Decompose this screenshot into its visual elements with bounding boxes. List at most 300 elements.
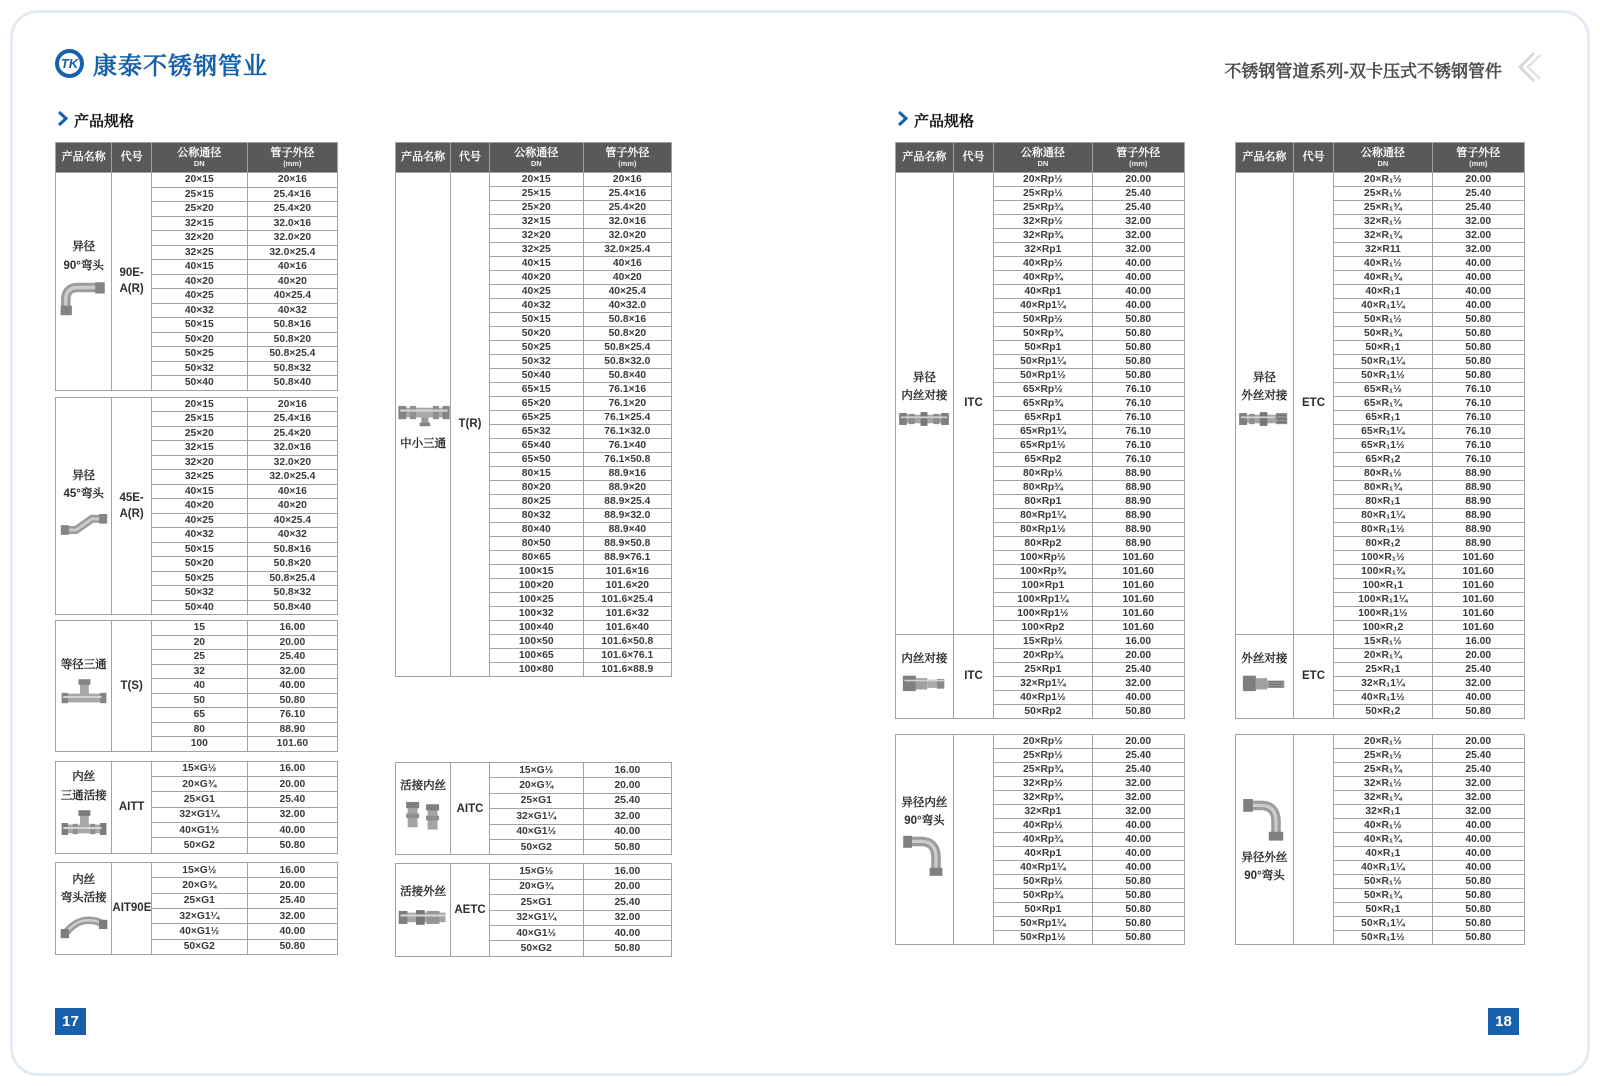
dn-cell: 25×Rp½ bbox=[994, 749, 1092, 763]
dn-cell: 20×15 bbox=[151, 397, 247, 412]
dn-cell: 32×15 bbox=[151, 441, 247, 456]
od-cell: 32.00 bbox=[583, 809, 671, 824]
dn-cell: 50×R₁¾ bbox=[1334, 889, 1432, 903]
dn-cell: 32×25 bbox=[489, 243, 583, 257]
dn-cell: 65×R₁½ bbox=[1334, 383, 1432, 397]
od-cell: 76.10 bbox=[247, 708, 337, 723]
od-cell: 50.80 bbox=[1432, 313, 1525, 327]
product-name: 活接内丝 bbox=[400, 779, 447, 792]
column-header-label: 产品名称 bbox=[61, 151, 106, 164]
dn-cell: 40×G1½ bbox=[489, 925, 583, 940]
od-cell: 20.00 bbox=[247, 635, 337, 650]
spec-column-1 bbox=[55, 142, 338, 955]
column-header-sublabel: (mm) bbox=[283, 158, 302, 168]
table-row bbox=[56, 173, 338, 188]
dn-cell: 40×32 bbox=[489, 299, 583, 313]
dn-cell: 65×R₁1 bbox=[1334, 411, 1432, 425]
dn-cell: 32×R₁½ bbox=[1334, 777, 1432, 791]
table-body bbox=[1236, 173, 1525, 719]
dn-cell: 40×15 bbox=[151, 260, 247, 275]
od-cell: 50.8×20 bbox=[583, 327, 671, 341]
union-female-photo bbox=[400, 797, 446, 833]
od-cell: 101.60 bbox=[1092, 565, 1185, 579]
dn-cell: 50×R₁1¼ bbox=[1334, 355, 1432, 369]
product-cell bbox=[896, 635, 954, 719]
dn-cell: 40×20 bbox=[489, 271, 583, 285]
table-body bbox=[56, 621, 338, 752]
od-cell: 101.6×40 bbox=[583, 621, 671, 635]
product-cell bbox=[56, 761, 112, 853]
od-cell: 32.0×20 bbox=[247, 231, 337, 246]
od-cell: 101.6×32 bbox=[583, 607, 671, 621]
dn-cell: 40×R₁1½ bbox=[1334, 691, 1432, 705]
product-cell bbox=[396, 763, 451, 855]
dn-cell: 80×R₁1½ bbox=[1334, 523, 1432, 537]
section-title-text: 产品规格 bbox=[74, 113, 135, 130]
dn-cell: 40×Rp1¼ bbox=[994, 299, 1092, 313]
spec-table-t90e bbox=[55, 142, 338, 391]
od-cell: 101.6×50.8 bbox=[583, 635, 671, 649]
reducing-tee-photo bbox=[396, 398, 452, 428]
dn-cell: 50×G2 bbox=[151, 939, 247, 954]
dn-cell: 40×Rp¾ bbox=[994, 271, 1092, 285]
table-row bbox=[396, 763, 672, 778]
column-header-label: 产品名称 bbox=[401, 151, 446, 164]
column-header-od bbox=[1432, 143, 1525, 173]
dn-cell: 40×32 bbox=[151, 528, 247, 543]
od-cell: 50.80 bbox=[583, 839, 671, 854]
brand-logo bbox=[55, 46, 268, 81]
od-cell: 40.00 bbox=[247, 679, 337, 694]
od-cell: 32.00 bbox=[1432, 677, 1525, 691]
od-cell: 50.80 bbox=[1092, 705, 1185, 719]
od-cell: 50.80 bbox=[1432, 917, 1525, 931]
od-cell: 101.60 bbox=[1092, 621, 1185, 635]
code-text: T(S) bbox=[120, 679, 143, 692]
code-text: ETC bbox=[1302, 670, 1326, 683]
dn-cell: 20×15 bbox=[489, 173, 583, 187]
od-cell: 32.00 bbox=[1432, 229, 1525, 243]
product-name: 中小三通 bbox=[400, 437, 447, 450]
table-row bbox=[896, 173, 1185, 187]
product-cell bbox=[396, 864, 451, 956]
series-title: 不锈钢管道系列-双卡压式不锈钢管件 bbox=[1224, 62, 1502, 81]
dn-cell: 15×G½ bbox=[151, 862, 247, 877]
dn-cell: 40×25 bbox=[151, 513, 247, 528]
od-cell: 20.00 bbox=[1432, 735, 1525, 749]
union-elbow-photo bbox=[58, 909, 110, 939]
code-cell bbox=[112, 397, 151, 615]
od-cell: 50.80 bbox=[247, 693, 337, 708]
od-cell: 76.10 bbox=[1092, 453, 1185, 467]
od-cell: 101.6×76.1 bbox=[583, 649, 671, 663]
column-header-dn bbox=[1334, 143, 1432, 173]
dn-cell: 50×20 bbox=[151, 557, 247, 572]
dn-cell: 65×40 bbox=[489, 439, 583, 453]
od-cell: 40×32 bbox=[247, 303, 337, 318]
dn-cell: 25×20 bbox=[151, 426, 247, 441]
od-cell: 50.80 bbox=[583, 941, 671, 956]
table-header bbox=[56, 143, 338, 173]
od-cell: 101.60 bbox=[1432, 593, 1525, 607]
column-header-code bbox=[1293, 143, 1333, 173]
dn-cell: 40×G1½ bbox=[489, 824, 583, 839]
product-name: 内丝 bbox=[72, 771, 96, 784]
dn-cell: 65×50 bbox=[489, 453, 583, 467]
od-cell: 76.10 bbox=[1432, 425, 1525, 439]
dn-cell: 20×R₁½ bbox=[1334, 735, 1432, 749]
od-cell: 32.0×16 bbox=[247, 441, 337, 456]
dn-cell: 25×G1 bbox=[489, 793, 583, 808]
od-cell: 25.4×20 bbox=[583, 201, 671, 215]
coupling-male-photo bbox=[1237, 407, 1291, 431]
code-text: 45E- bbox=[119, 491, 144, 504]
od-cell: 32.00 bbox=[1092, 215, 1185, 229]
dn-cell: 80×R₁½ bbox=[1334, 467, 1432, 481]
code-cell bbox=[112, 862, 151, 954]
table-body bbox=[396, 864, 672, 956]
dn-cell: 65×Rp2 bbox=[994, 453, 1092, 467]
dn-cell: 80×Rp1½ bbox=[994, 523, 1092, 537]
od-cell: 40.00 bbox=[247, 924, 337, 939]
reducer-male-photo bbox=[1239, 670, 1289, 696]
od-cell: 16.00 bbox=[247, 862, 337, 877]
dn-cell: 20×15 bbox=[151, 173, 247, 188]
table-body bbox=[56, 761, 338, 853]
dn-cell: 32×R₁¾ bbox=[1334, 791, 1432, 805]
dn-cell: 40×Rp1 bbox=[994, 285, 1092, 299]
table-row bbox=[396, 173, 672, 187]
dn-cell: 40×Rp1¼ bbox=[994, 861, 1092, 875]
od-cell: 25.40 bbox=[1432, 187, 1525, 201]
spec-table-tait90e bbox=[55, 862, 338, 955]
column-header-label: 产品名称 bbox=[1242, 151, 1287, 164]
table-row bbox=[396, 864, 672, 879]
code-cell bbox=[1293, 735, 1333, 945]
header-row bbox=[396, 143, 672, 173]
od-cell: 50.8×25.4 bbox=[247, 571, 337, 586]
dn-cell: 40×Rp1½ bbox=[994, 691, 1092, 705]
column-header-sublabel: DN bbox=[530, 158, 542, 168]
dn-cell: 40×R₁1¼ bbox=[1334, 299, 1432, 313]
dn-cell: 20×R₁½ bbox=[1334, 173, 1432, 187]
column-header-label: 代号 bbox=[1302, 151, 1325, 164]
dn-cell: 25×R₁½ bbox=[1334, 187, 1432, 201]
dn-cell: 25×R₁1 bbox=[1334, 663, 1432, 677]
od-cell: 25.40 bbox=[247, 792, 337, 807]
od-cell: 76.10 bbox=[1432, 383, 1525, 397]
dn-cell: 50×Rp1½ bbox=[994, 369, 1092, 383]
od-cell: 20.00 bbox=[1432, 173, 1525, 187]
column-header-label: 代号 bbox=[459, 151, 481, 164]
spec-table-tts bbox=[55, 620, 338, 752]
od-cell: 101.60 bbox=[1092, 593, 1185, 607]
dn-cell: 40×R₁¾ bbox=[1334, 271, 1432, 285]
dn-cell: 100×Rp½ bbox=[994, 551, 1092, 565]
od-cell: 88.90 bbox=[1092, 523, 1185, 537]
dn-cell: 40×20 bbox=[151, 274, 247, 289]
table-body bbox=[1236, 735, 1525, 945]
od-cell: 25.40 bbox=[583, 895, 671, 910]
product-name: 外丝对接 bbox=[1241, 390, 1288, 402]
od-cell: 25.40 bbox=[1432, 201, 1525, 215]
dn-cell: 50×Rp1¼ bbox=[994, 355, 1092, 369]
od-cell: 32.00 bbox=[247, 909, 337, 924]
od-cell: 25.40 bbox=[1092, 663, 1185, 677]
dn-cell: 40×R₁½ bbox=[1334, 819, 1432, 833]
od-cell: 50.8×16 bbox=[583, 313, 671, 327]
dn-cell: 50×20 bbox=[489, 327, 583, 341]
od-cell: 50.8×40 bbox=[583, 369, 671, 383]
dn-cell: 100×65 bbox=[489, 649, 583, 663]
od-cell: 50.8×32 bbox=[247, 586, 337, 601]
od-cell: 25.4×16 bbox=[583, 187, 671, 201]
od-cell: 101.6×20 bbox=[583, 579, 671, 593]
product-name: 异径 bbox=[1252, 371, 1276, 384]
code-cell bbox=[953, 735, 993, 945]
od-cell: 50.80 bbox=[1432, 889, 1525, 903]
table-body bbox=[396, 173, 672, 677]
od-cell: 40.00 bbox=[1432, 691, 1525, 705]
product-cell bbox=[56, 862, 112, 954]
table-row bbox=[56, 862, 338, 877]
product-name: 90°弯头 bbox=[904, 815, 945, 827]
dn-cell: 32×Rp½ bbox=[994, 215, 1092, 229]
dn-cell: 80×32 bbox=[489, 509, 583, 523]
code-cell bbox=[112, 173, 151, 391]
od-cell: 40.00 bbox=[1432, 285, 1525, 299]
dn-cell: 40×G1½ bbox=[151, 823, 247, 838]
column-header-label: 代号 bbox=[962, 151, 985, 164]
od-cell: 40.00 bbox=[1092, 271, 1185, 285]
dn-cell: 25×20 bbox=[151, 202, 247, 217]
od-cell: 76.10 bbox=[1092, 383, 1185, 397]
dn-cell: 50×R₁1¼ bbox=[1334, 917, 1432, 931]
od-cell: 76.10 bbox=[1432, 411, 1525, 425]
od-cell: 40.00 bbox=[1432, 847, 1525, 861]
od-cell: 76.1×20 bbox=[583, 397, 671, 411]
dn-cell: 80×40 bbox=[489, 523, 583, 537]
dn-cell: 25×Rp¾ bbox=[994, 763, 1092, 777]
dn-cell: 100×Rp2 bbox=[994, 621, 1092, 635]
od-cell: 88.90 bbox=[1092, 537, 1185, 551]
dn-cell: 40×25 bbox=[151, 289, 247, 304]
dn-cell: 25×Rp½ bbox=[994, 187, 1092, 201]
dn-cell: 50×Rp1¼ bbox=[994, 917, 1092, 931]
column-header-sublabel: (mm) bbox=[618, 158, 637, 168]
column-header-code bbox=[451, 143, 490, 173]
od-cell: 40.00 bbox=[247, 823, 337, 838]
od-cell: 88.90 bbox=[247, 722, 337, 737]
od-cell: 16.00 bbox=[247, 761, 337, 776]
dn-cell: 50×Rp1½ bbox=[994, 931, 1092, 945]
dn-cell: 50×R₁½ bbox=[1334, 313, 1432, 327]
dn-cell: 100×40 bbox=[489, 621, 583, 635]
dn-cell: 80×Rp½ bbox=[994, 467, 1092, 481]
dn-cell: 32×R₁½ bbox=[1334, 215, 1432, 229]
od-cell: 25.40 bbox=[1432, 749, 1525, 763]
dn-cell: 100×20 bbox=[489, 579, 583, 593]
code-text: ITC bbox=[964, 397, 983, 410]
od-cell: 32.0×16 bbox=[583, 215, 671, 229]
product-name: 内丝对接 bbox=[901, 390, 948, 402]
od-cell: 20.00 bbox=[247, 878, 337, 893]
reducer-female-photo bbox=[899, 670, 949, 696]
column-header-od bbox=[247, 143, 337, 173]
dn-cell: 20×R₁¾ bbox=[1334, 649, 1432, 663]
od-cell: 50.8×32.0 bbox=[583, 355, 671, 369]
dn-cell: 80×R₁2 bbox=[1334, 537, 1432, 551]
header-row bbox=[896, 143, 1185, 173]
dn-cell: 65×Rp¾ bbox=[994, 397, 1092, 411]
od-cell: 50.80 bbox=[1432, 903, 1525, 917]
od-cell: 40×20 bbox=[583, 271, 671, 285]
product-cell bbox=[56, 397, 112, 615]
od-cell: 76.10 bbox=[1432, 453, 1525, 467]
od-cell: 32.00 bbox=[1092, 805, 1185, 819]
od-cell: 88.9×76.1 bbox=[583, 551, 671, 565]
dn-cell: 100×R₁1½ bbox=[1334, 607, 1432, 621]
table-row bbox=[56, 621, 338, 636]
dn-cell: 80×Rp2 bbox=[994, 537, 1092, 551]
od-cell: 32.00 bbox=[247, 664, 337, 679]
dn-cell: 32×G1¼ bbox=[489, 809, 583, 824]
dn-cell: 40×15 bbox=[489, 257, 583, 271]
code-cell bbox=[1293, 173, 1333, 635]
column-header-label: 公称通径 bbox=[177, 147, 222, 160]
dn-cell: 15×G½ bbox=[489, 763, 583, 778]
od-cell: 25.40 bbox=[1432, 663, 1525, 677]
elbow-90-photo bbox=[58, 277, 110, 317]
dn-cell: 50×R₁1½ bbox=[1334, 369, 1432, 383]
od-cell: 101.60 bbox=[1432, 565, 1525, 579]
od-cell: 25.4×16 bbox=[247, 187, 337, 202]
od-cell: 40×25.4 bbox=[247, 513, 337, 528]
dn-cell: 40×15 bbox=[151, 484, 247, 499]
dn-cell: 50×Rp1 bbox=[994, 903, 1092, 917]
od-cell: 76.10 bbox=[1092, 397, 1185, 411]
od-cell: 40.00 bbox=[1092, 257, 1185, 271]
dn-cell: 50×G2 bbox=[151, 838, 247, 853]
page-number-left: 17 bbox=[55, 1008, 86, 1035]
dn-cell: 50×32 bbox=[151, 361, 247, 376]
product-name: 异径 bbox=[72, 469, 96, 482]
od-cell: 20×16 bbox=[583, 173, 671, 187]
code-cell bbox=[112, 761, 151, 853]
dn-cell: 32×15 bbox=[489, 215, 583, 229]
dn-cell: 65×Rp1 bbox=[994, 411, 1092, 425]
od-cell: 16.00 bbox=[583, 864, 671, 879]
table-body bbox=[56, 397, 338, 615]
od-cell: 40.00 bbox=[583, 824, 671, 839]
dn-cell: 65×15 bbox=[489, 383, 583, 397]
od-cell: 50.80 bbox=[1092, 355, 1185, 369]
od-cell: 50.80 bbox=[1092, 903, 1185, 917]
dn-cell: 15×G½ bbox=[151, 761, 247, 776]
product-name: 90°弯头 bbox=[63, 259, 104, 272]
od-cell: 88.90 bbox=[1432, 509, 1525, 523]
dn-cell: 32×25 bbox=[151, 470, 247, 485]
od-cell: 76.10 bbox=[1092, 411, 1185, 425]
od-cell: 32.00 bbox=[1432, 791, 1525, 805]
od-cell: 50.80 bbox=[1092, 327, 1185, 341]
dn-cell: 50×R₁½ bbox=[1334, 875, 1432, 889]
column-header-dn bbox=[489, 143, 583, 173]
dn-cell: 65×R₁2 bbox=[1334, 453, 1432, 467]
table-body bbox=[56, 862, 338, 954]
equal-tee-photo bbox=[58, 676, 110, 708]
column-header-dn bbox=[994, 143, 1092, 173]
double-chevron-left-icon bbox=[1512, 50, 1542, 89]
code-cell bbox=[953, 173, 993, 635]
dn-cell: 20×G¾ bbox=[489, 879, 583, 894]
od-cell: 32.0×20 bbox=[247, 455, 337, 470]
dn-cell: 80×Rp1 bbox=[994, 495, 1092, 509]
od-cell: 101.6×25.4 bbox=[583, 593, 671, 607]
od-cell: 32.00 bbox=[1092, 791, 1185, 805]
code-cell bbox=[451, 173, 490, 677]
dn-cell: 50×Rp1 bbox=[994, 341, 1092, 355]
dn-cell: 20×G¾ bbox=[151, 776, 247, 791]
od-cell: 25.40 bbox=[1092, 763, 1185, 777]
od-cell: 25.40 bbox=[583, 793, 671, 808]
product-name: 90°弯头 bbox=[1244, 870, 1285, 882]
dn-cell: 100×25 bbox=[489, 593, 583, 607]
dn-cell: 80×R₁1 bbox=[1334, 495, 1432, 509]
dn-cell: 50×25 bbox=[151, 571, 247, 586]
od-cell: 88.9×32.0 bbox=[583, 509, 671, 523]
od-cell: 25.4×16 bbox=[247, 412, 337, 427]
od-cell: 32.0×25.4 bbox=[247, 245, 337, 260]
dn-cell: 32 bbox=[151, 664, 247, 679]
od-cell: 101.60 bbox=[1432, 579, 1525, 593]
dn-cell: 40×Rp½ bbox=[994, 819, 1092, 833]
dn-cell: 40×R₁½ bbox=[1334, 257, 1432, 271]
code-text: 90E- bbox=[119, 267, 144, 280]
od-cell: 88.90 bbox=[1432, 537, 1525, 551]
dn-cell: 25×15 bbox=[151, 412, 247, 427]
od-cell: 76.10 bbox=[1092, 425, 1185, 439]
dn-cell: 25×R₁¾ bbox=[1334, 763, 1432, 777]
dn-cell: 15×G½ bbox=[489, 864, 583, 879]
product-name: 内丝对接 bbox=[901, 652, 948, 665]
product-name: 弯头活接 bbox=[60, 892, 107, 905]
od-cell: 32.00 bbox=[1432, 805, 1525, 819]
od-cell: 50.80 bbox=[1432, 931, 1525, 945]
product-name: 异径内丝 bbox=[901, 796, 948, 809]
dn-cell: 40 bbox=[151, 679, 247, 694]
product-cell bbox=[896, 735, 954, 945]
od-cell: 101.60 bbox=[1432, 607, 1525, 621]
code-cell bbox=[1293, 635, 1333, 719]
od-cell: 50.80 bbox=[1432, 705, 1525, 719]
dn-cell: 32×Rp¾ bbox=[994, 229, 1092, 243]
od-cell: 76.1×50.8 bbox=[583, 453, 671, 467]
dn-cell: 50×25 bbox=[489, 341, 583, 355]
dn-cell: 32×20 bbox=[151, 231, 247, 246]
code-cell bbox=[451, 864, 490, 956]
dn-cell: 32×R₁1¼ bbox=[1334, 677, 1432, 691]
dn-cell: 25×G1 bbox=[489, 895, 583, 910]
section-title-text: 产品规格 bbox=[914, 113, 975, 130]
column-header-code bbox=[953, 143, 993, 173]
dn-cell: 100×R₁½ bbox=[1334, 551, 1432, 565]
od-cell: 40×25.4 bbox=[247, 289, 337, 304]
od-cell: 25.40 bbox=[1092, 749, 1185, 763]
dn-cell: 100×R₁1¼ bbox=[1334, 593, 1432, 607]
od-cell: 101.6×88.9 bbox=[583, 663, 671, 677]
od-cell: 20.00 bbox=[1092, 649, 1185, 663]
